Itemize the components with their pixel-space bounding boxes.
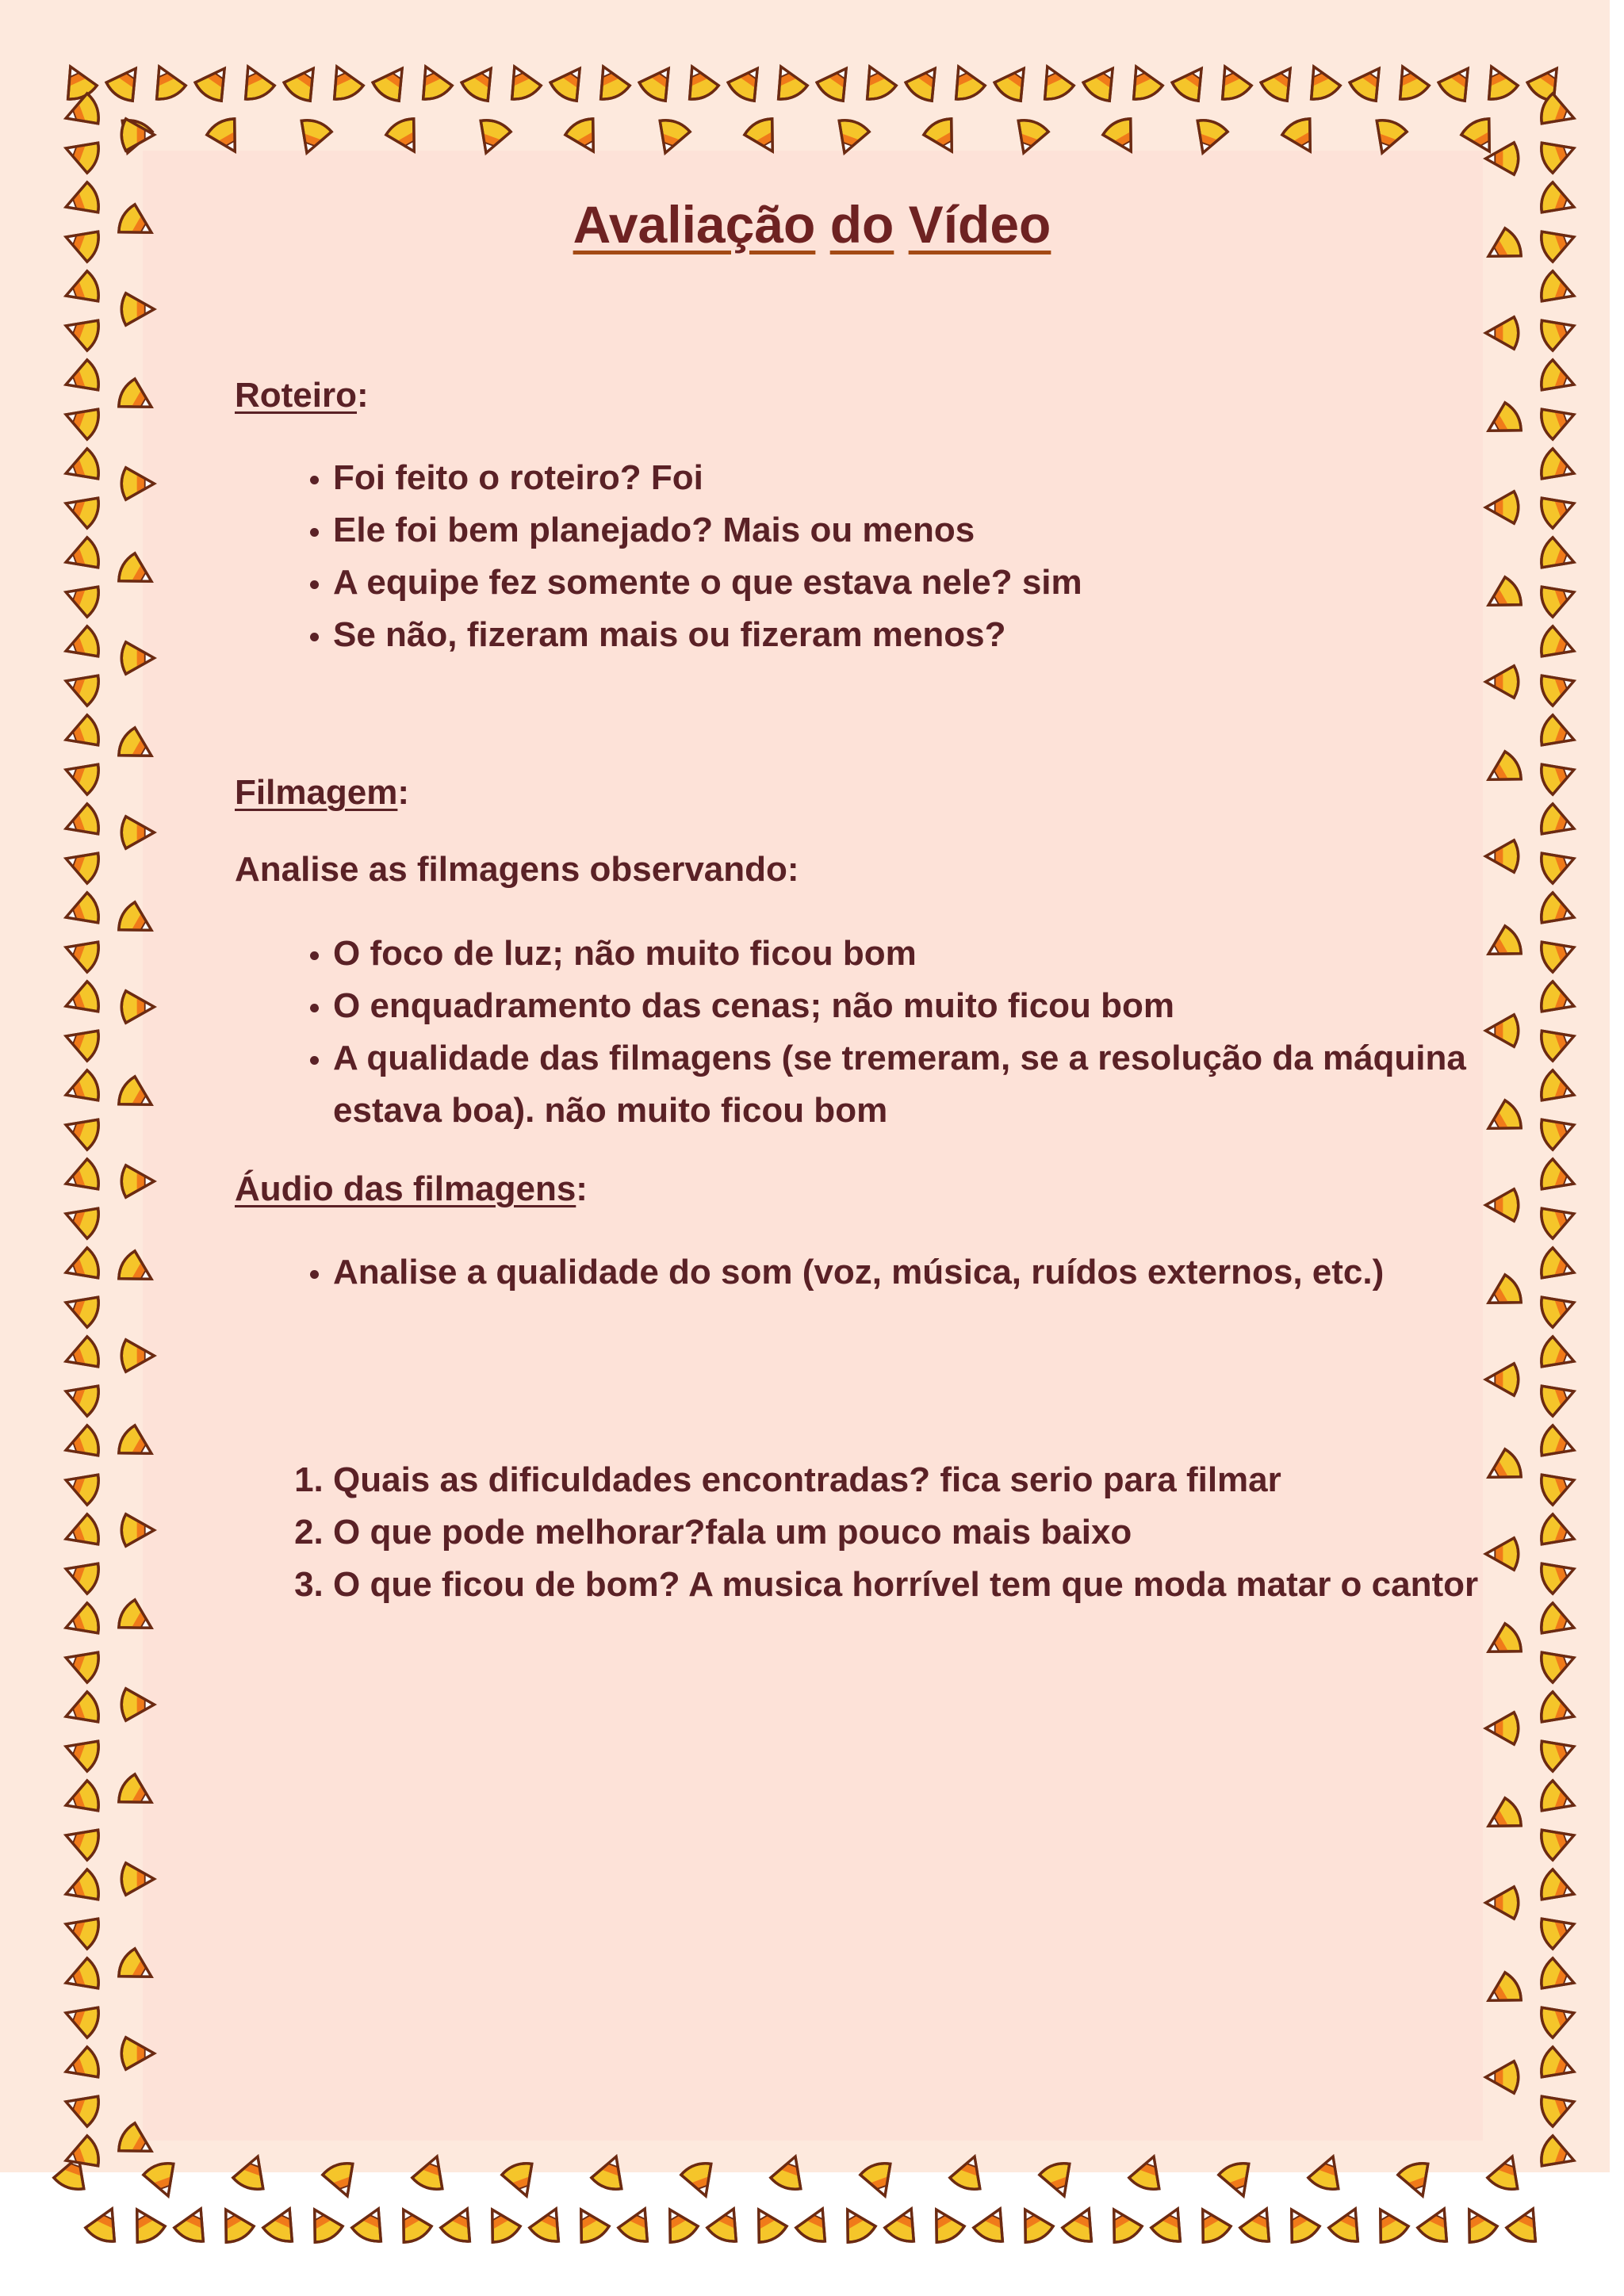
candy-corn-icon — [1538, 2045, 1579, 2087]
question-item: 1. Quais as dificuldades encontradas? fica serio para filmar — [333, 1454, 1522, 1506]
candy-corn-icon — [637, 59, 682, 105]
candy-corn-icon — [1150, 2202, 1193, 2245]
candy-corn-icon — [121, 991, 154, 1023]
candy-corn-icon — [1486, 1189, 1519, 1221]
candy-corn-icon — [142, 2160, 183, 2201]
candy-corn-icon — [323, 60, 366, 103]
candy-corn-icon — [1538, 1998, 1579, 2039]
candy-corn-icon — [1538, 447, 1579, 488]
candy-corn-icon — [1366, 2202, 1410, 2246]
candy-corn-icon — [1480, 1970, 1525, 2014]
candy-corn-icon — [60, 1199, 102, 1240]
section-heading-label: Áudio das filmagens — [235, 1169, 576, 1208]
candy-corn-icon — [60, 2087, 102, 2128]
candy-corn-icon — [948, 2151, 990, 2192]
candy-corn-icon — [1505, 2202, 1548, 2245]
candy-corn-icon — [205, 115, 248, 159]
candy-corn-icon — [1538, 1779, 1579, 1820]
candy-corn-icon — [769, 2151, 810, 2192]
question-item: 3. O que ficou de bom? A musica horrível tem que moda matar o cantor — [333, 1559, 1522, 1611]
candy-corn-icon — [212, 2202, 255, 2246]
candy-corn-icon — [60, 1465, 102, 1506]
candy-corn-icon — [856, 60, 898, 103]
candy-corn-icon — [1538, 488, 1579, 530]
section-heading-audio — [235, 1169, 588, 1209]
candy-corn-icon — [706, 2202, 749, 2245]
candy-corn-icon — [60, 1957, 102, 1998]
candy-corn-icon — [1538, 1513, 1579, 1554]
candy-corn-icon — [1538, 577, 1579, 618]
candy-corn-icon — [115, 1249, 159, 1292]
candy-corn-icon — [60, 1868, 102, 1909]
candy-corn-icon — [60, 133, 102, 174]
candy-corn-icon — [1280, 115, 1323, 159]
candy-corn-icon — [1538, 932, 1579, 974]
candy-corn-icon — [60, 488, 102, 530]
candy-corn-icon — [590, 2151, 631, 2192]
candy-corn-icon — [173, 2202, 216, 2245]
candy-corn-icon — [121, 1165, 154, 1197]
candy-corn-icon — [121, 1689, 154, 1720]
candy-corn-icon — [60, 577, 102, 618]
candy-corn-icon — [1538, 1158, 1579, 1199]
candy-corn-icon — [1189, 2202, 1232, 2246]
candy-corn-icon — [115, 1772, 159, 1816]
candy-corn-icon — [1239, 2202, 1281, 2245]
candy-corn-icon — [60, 1021, 102, 1062]
candy-corn-icon — [1538, 625, 1579, 666]
question-item: 2. O que pode melhorar?fala um pouco mais baixo — [333, 1506, 1522, 1559]
candy-corn-icon — [60, 755, 102, 796]
candy-corn-icon — [814, 59, 860, 105]
candy-corn-icon — [1486, 2151, 1527, 2192]
candy-corn-icon — [1538, 1957, 1579, 1998]
candy-corn-icon — [193, 59, 238, 105]
heading-colon: : — [576, 1169, 588, 1208]
candy-corn-icon — [1538, 802, 1579, 844]
candy-corn-icon — [1538, 1601, 1579, 1643]
candy-corn-icon — [1538, 1069, 1579, 1110]
candy-corn-icon — [439, 2202, 482, 2245]
candy-corn-icon — [1538, 1110, 1579, 1151]
candy-corn-icon — [292, 117, 333, 158]
candy-corn-icon — [121, 1514, 154, 1546]
candy-corn-icon — [742, 115, 786, 159]
candy-corn-icon — [1486, 840, 1519, 872]
candy-corn-icon — [282, 59, 327, 105]
candy-corn-icon — [121, 2038, 154, 2069]
candy-corn-icon — [60, 714, 102, 755]
candy-corn-icon — [1486, 666, 1519, 698]
title-word: Vídeo — [908, 195, 1051, 254]
candy-corn-icon — [60, 1513, 102, 1554]
candy-corn-icon — [1538, 980, 1579, 1021]
candy-corn-icon — [1258, 59, 1304, 105]
candy-corn-icon — [1538, 536, 1579, 577]
candy-corn-icon — [60, 400, 102, 441]
candy-corn-icon — [1477, 60, 1520, 103]
candy-corn-icon — [471, 117, 512, 158]
candy-corn-icon — [115, 900, 159, 943]
candy-corn-icon — [1038, 2160, 1079, 2201]
candy-corn-icon — [1480, 749, 1525, 793]
candy-corn-icon — [1100, 2202, 1143, 2246]
candy-corn-icon — [1061, 2202, 1104, 2245]
candy-corn-icon — [500, 2160, 542, 2201]
candy-corn-icon — [726, 59, 771, 105]
candy-corn-icon — [60, 666, 102, 707]
candy-corn-icon — [350, 2202, 393, 2245]
candy-corn-icon — [60, 1376, 102, 1418]
candy-corn-icon — [1480, 400, 1525, 444]
candy-corn-icon — [123, 2202, 167, 2246]
candy-corn-icon — [115, 551, 159, 595]
candy-corn-icon — [650, 117, 691, 158]
candy-corn-icon — [121, 1863, 154, 1895]
candy-corn-icon — [389, 2202, 433, 2246]
candy-corn-icon — [115, 1946, 159, 1990]
candy-corn-icon — [500, 60, 543, 103]
candy-corn-icon — [1538, 1021, 1579, 1062]
candy-corn-icon — [234, 60, 277, 103]
candy-corn-icon — [60, 1110, 102, 1151]
candy-corn-icon — [567, 2202, 611, 2246]
candy-corn-icon — [548, 59, 593, 105]
candy-corn-icon — [1486, 2061, 1519, 2093]
candy-corn-icon — [60, 1820, 102, 1862]
candy-corn-icon — [678, 60, 721, 103]
title-word: do — [829, 195, 894, 254]
candy-corn-icon — [60, 625, 102, 666]
candy-corn-icon — [1327, 2202, 1370, 2245]
candy-corn-icon — [1538, 400, 1579, 441]
candy-corn-icon — [60, 932, 102, 974]
candy-corn-icon — [121, 817, 154, 848]
candy-corn-icon — [232, 2151, 273, 2192]
candy-corn-icon — [617, 2202, 660, 2245]
candy-corn-icon — [60, 2045, 102, 2087]
candy-corn-icon — [60, 536, 102, 577]
list-item: • Se não, fizeram mais ou fizeram menos? — [333, 609, 1522, 661]
candy-corn-icon — [60, 1779, 102, 1820]
candy-corn-icon — [60, 980, 102, 1021]
candy-corn-icon — [115, 2121, 159, 2164]
candy-corn-icon — [1538, 1690, 1579, 1732]
candy-corn-icon — [1480, 1796, 1525, 1839]
title-word: Avaliação — [573, 195, 816, 254]
candy-corn-icon — [1122, 60, 1165, 103]
candy-corn-icon — [944, 60, 987, 103]
roteiro-list — [235, 452, 1522, 661]
candy-corn-icon — [60, 1732, 102, 1773]
candy-corn-icon — [262, 2202, 304, 2245]
candy-corn-icon — [795, 2202, 837, 2245]
candy-corn-icon — [60, 1158, 102, 1199]
candy-corn-icon — [883, 2202, 926, 2245]
candy-corn-icon — [60, 358, 102, 400]
candy-corn-icon — [60, 311, 102, 352]
candy-corn-icon — [1538, 1199, 1579, 1240]
candy-corn-icon — [412, 60, 454, 103]
candy-corn-icon — [1480, 1621, 1525, 1665]
list-item: • Ele foi bem planejado? Mais ou menos — [333, 504, 1522, 557]
candy-corn-icon — [1538, 2134, 1579, 2175]
candy-corn-icon — [656, 2202, 699, 2246]
candy-corn-icon — [1538, 1424, 1579, 1465]
candy-corn-icon — [1101, 115, 1144, 159]
candy-corn-icon — [56, 60, 99, 103]
candy-corn-icon — [1217, 2160, 1258, 2201]
candy-corn-icon — [921, 115, 965, 159]
candy-corn-icon — [1538, 2087, 1579, 2128]
candy-corn-icon — [1188, 117, 1229, 158]
list-item: • O enquadramento das cenas; não muito ficou bom — [333, 980, 1522, 1032]
candy-corn-icon — [115, 1598, 159, 1641]
list-item: • O foco de luz; não muito ficou bom — [333, 928, 1522, 980]
candy-corn-icon — [60, 844, 102, 885]
candy-corn-icon — [745, 2202, 788, 2246]
candy-corn-icon — [1538, 1246, 1579, 1288]
candy-corn-icon — [60, 891, 102, 932]
candy-corn-icon — [1277, 2202, 1321, 2246]
filmagem-intro: Analise as filmagens observando: — [235, 850, 799, 889]
candy-corn-icon — [1367, 117, 1408, 158]
list-item: • Foi feito o roteiro? Foi — [333, 452, 1522, 504]
heading-colon: : — [357, 376, 369, 415]
candy-corn-icon — [1538, 666, 1579, 707]
candy-corn-icon — [104, 59, 149, 105]
candy-corn-icon — [833, 2202, 877, 2246]
heading-colon: : — [397, 773, 410, 812]
candy-corn-icon — [829, 117, 871, 158]
candy-corn-icon — [1300, 60, 1342, 103]
candy-corn-icon — [115, 1423, 159, 1467]
candy-corn-icon — [1538, 755, 1579, 796]
candy-corn-icon — [859, 2160, 900, 2201]
candy-corn-icon — [1486, 1712, 1519, 1744]
candy-corn-icon — [1538, 1376, 1579, 1418]
candy-corn-icon — [60, 1643, 102, 1684]
candy-corn-icon — [145, 60, 188, 103]
candy-corn-icon — [1416, 2202, 1459, 2245]
candy-corn-icon — [121, 1340, 154, 1372]
candy-corn-icon — [1538, 1820, 1579, 1862]
candy-corn-icon — [992, 59, 1037, 105]
candy-corn-icon — [563, 115, 607, 159]
candy-corn-icon — [1436, 59, 1481, 105]
filmagem-list — [235, 928, 1522, 1137]
candy-corn-icon — [1486, 1887, 1519, 1919]
section-heading-filmagem — [235, 773, 409, 813]
candy-corn-icon — [60, 1690, 102, 1732]
candy-corn-icon — [60, 1069, 102, 1110]
candy-corn-icon — [60, 1998, 102, 2039]
candy-corn-icon — [1538, 270, 1579, 311]
list-item: • Analise a qualidade do som (voz, música, ruídos externos, etc.) — [333, 1246, 1522, 1299]
candy-corn-icon — [1538, 1868, 1579, 1909]
candy-corn-icon — [1081, 59, 1126, 105]
questions-list — [235, 1454, 1522, 1611]
candy-corn-icon — [1538, 311, 1579, 352]
candy-corn-icon — [60, 1554, 102, 1595]
candy-corn-icon — [1033, 60, 1076, 103]
candy-corn-icon — [1538, 844, 1579, 885]
candy-corn-icon — [1538, 1732, 1579, 1773]
candy-corn-icon — [1538, 1643, 1579, 1684]
candy-corn-icon — [115, 725, 159, 769]
candy-corn-icon — [60, 1288, 102, 1329]
candy-corn-icon — [60, 1246, 102, 1288]
candy-corn-icon — [1396, 2160, 1438, 2201]
candy-corn-icon — [321, 2160, 362, 2201]
candy-corn-icon — [1538, 1465, 1579, 1506]
candy-corn-icon — [1307, 2151, 1348, 2192]
candy-corn-icon — [1538, 133, 1579, 174]
section-heading-roteiro — [235, 376, 369, 415]
candy-corn-icon — [478, 2202, 522, 2246]
page-title — [0, 194, 1624, 254]
list-item: • A qualidade das filmagens (se tremeram, se a resolução da máquina estava boa). não muito ficou bom — [333, 1032, 1522, 1137]
candy-corn-icon — [1455, 2202, 1499, 2246]
candy-corn-icon — [459, 59, 504, 105]
candy-corn-icon — [903, 59, 948, 105]
section-heading-label: Filmagem — [235, 773, 398, 812]
section-heading-label: Roteiro — [235, 376, 357, 415]
candy-corn-icon — [115, 1074, 159, 1118]
candy-corn-icon — [1170, 59, 1215, 105]
candy-corn-icon — [60, 270, 102, 311]
candy-corn-icon — [115, 377, 159, 420]
candy-corn-icon — [972, 2202, 1015, 2245]
audio-list — [235, 1246, 1522, 1299]
candy-corn-icon — [1388, 60, 1431, 103]
candy-corn-icon — [922, 2202, 966, 2246]
candy-corn-icon — [121, 468, 154, 499]
candy-corn-icon — [1538, 1554, 1579, 1595]
candy-corn-icon — [528, 2202, 571, 2245]
candy-corn-icon — [1486, 317, 1519, 349]
candy-corn-icon — [1538, 358, 1579, 400]
candy-corn-icon — [370, 59, 416, 105]
candy-corn-icon — [1538, 1288, 1579, 1329]
candy-corn-icon — [1011, 2202, 1055, 2246]
candy-corn-icon — [121, 293, 154, 325]
list-item: • A equipe fez somente o que estava nele? sim — [333, 557, 1522, 609]
candy-corn-icon — [1538, 1335, 1579, 1376]
candy-corn-icon — [1347, 59, 1392, 105]
candy-corn-icon — [680, 2160, 721, 2201]
candy-corn-icon — [411, 2151, 452, 2192]
candy-corn-icon — [301, 2202, 344, 2246]
candy-corn-icon — [1538, 714, 1579, 755]
candy-corn-icon — [60, 1601, 102, 1643]
candy-corn-icon — [1009, 117, 1050, 158]
candy-corn-icon — [1538, 1909, 1579, 1950]
candy-corn-icon — [1486, 1364, 1519, 1395]
candy-corn-icon — [60, 1335, 102, 1376]
candy-corn-icon — [1128, 2151, 1169, 2192]
candy-corn-icon — [1211, 60, 1254, 103]
candy-corn-icon — [121, 642, 154, 674]
candy-corn-icon — [84, 2202, 127, 2245]
candy-corn-icon — [1538, 891, 1579, 932]
candy-corn-icon — [60, 1909, 102, 1950]
candy-corn-icon — [60, 1424, 102, 1465]
candy-corn-icon — [384, 115, 427, 159]
candy-corn-icon — [767, 60, 810, 103]
candy-corn-icon — [589, 60, 632, 103]
candy-corn-icon — [60, 802, 102, 844]
candy-corn-icon — [60, 447, 102, 488]
